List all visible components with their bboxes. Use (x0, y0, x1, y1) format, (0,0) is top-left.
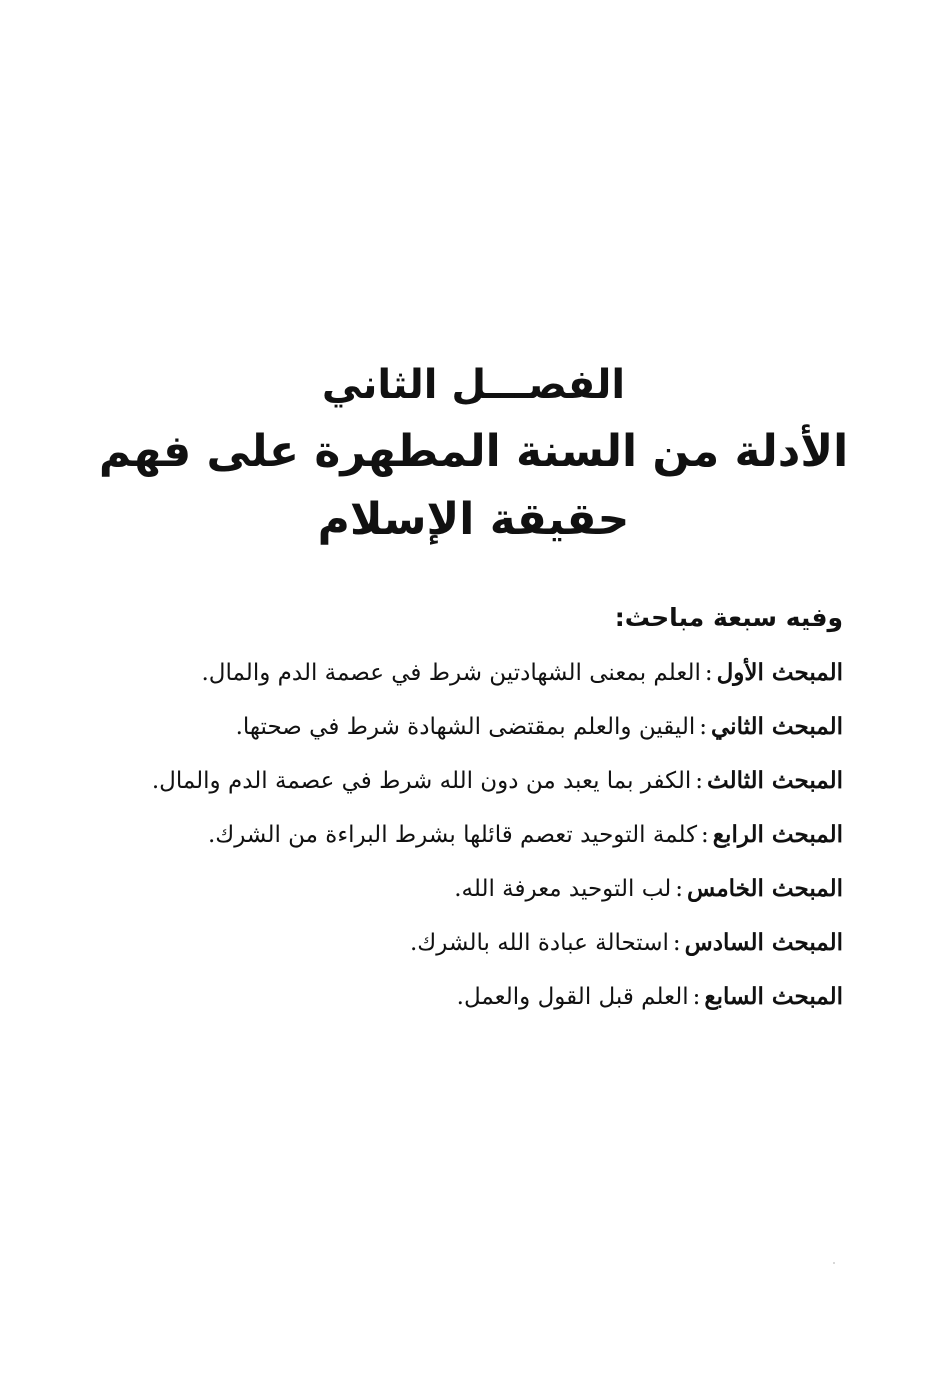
section-separator: : (692, 984, 701, 1010)
section-label: المبحث الثالث (706, 767, 843, 794)
section-item (60, 808, 843, 862)
chapter-heading (60, 352, 887, 554)
section-text: العلم قبل القول والعمل. (456, 984, 689, 1010)
section-item (60, 646, 843, 700)
section-item (60, 754, 843, 808)
section-separator: : (675, 876, 684, 902)
section-text: اليقين والعلم بمقتضى الشهادة شرط في صحتها. (235, 714, 696, 740)
chapter-label: الفصـــل الثاني (321, 362, 626, 408)
scan-speck (833, 1262, 835, 1264)
section-item (60, 916, 843, 970)
chapter-title: الأدلة من السنة المطهرة على فهم حقيقة الإسلام (98, 426, 849, 545)
sections-list (60, 598, 843, 1024)
section-label: المبحث السادس (684, 929, 843, 956)
section-item (60, 970, 843, 1024)
section-label: المبحث الأول (716, 659, 843, 686)
section-text: لب التوحيد معرفة الله. (454, 876, 672, 902)
section-label: المبحث السابع (704, 983, 843, 1010)
section-text: العلم بمعنى الشهادتين شرط في عصمة الدم والمال. (201, 660, 701, 686)
section-item (60, 700, 843, 754)
section-label: المبحث الثاني (711, 713, 843, 740)
section-text: استحالة عبادة الله بالشرك. (409, 930, 669, 956)
sections-items (60, 646, 843, 1024)
section-separator: : (699, 714, 707, 740)
section-item (60, 862, 843, 916)
section-text: الكفر بما يعبد من دون الله شرط في عصمة الدم والمال. (151, 768, 692, 794)
section-label: المبحث الرابع (712, 821, 843, 848)
section-label: المبحث الخامس (687, 875, 843, 902)
section-separator: : (672, 930, 681, 956)
sections-intro: وفيه سبعة مباحث: (614, 603, 843, 632)
section-separator: : (695, 768, 703, 794)
section-text: كلمة التوحيد تعصم قائلها بشرط البراءة من الشرك. (207, 822, 698, 848)
section-separator: : (701, 822, 709, 848)
section-separator: : (704, 660, 713, 686)
